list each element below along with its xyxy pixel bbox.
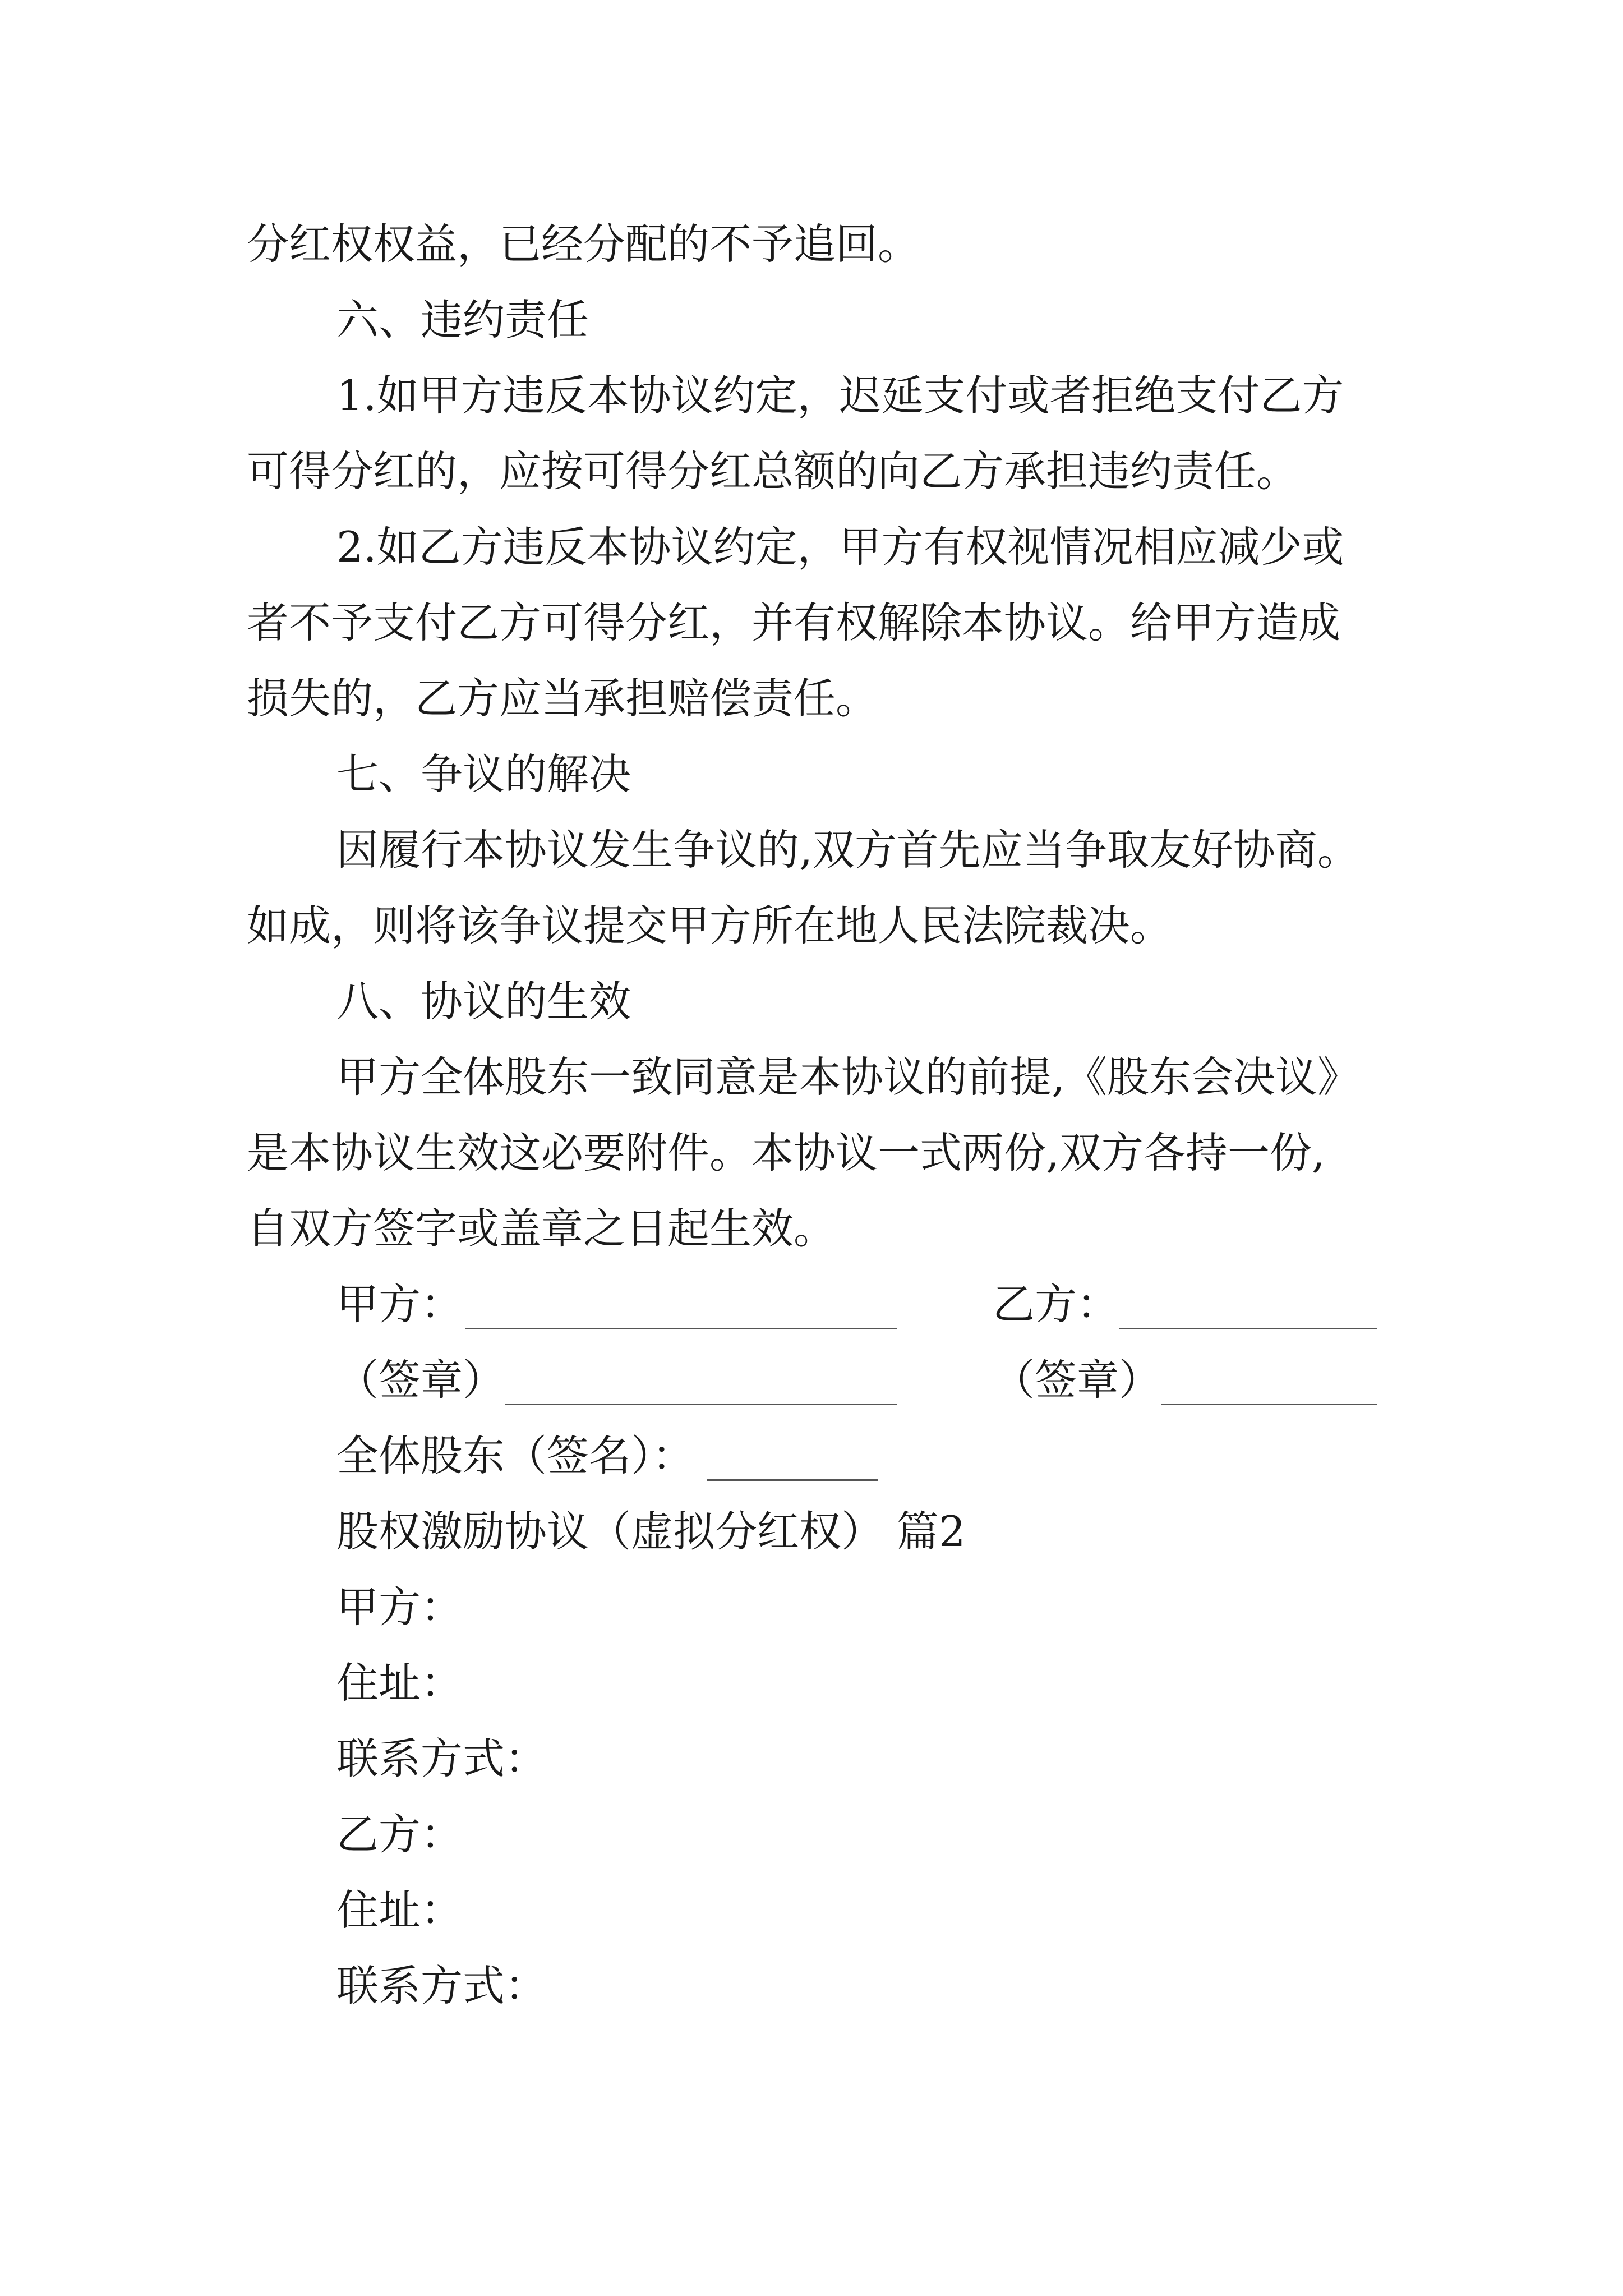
paragraph-line: 是本协议生效这必要附件。本协议一式两份,双方各持一份, — [247, 1128, 1325, 1177]
part2-field-address-b: 住址： — [336, 1885, 463, 1935]
party-b-signature-line — [1119, 1328, 1377, 1329]
section-heading-effect: 八、协议的生效 — [336, 977, 631, 1026]
paragraph-line: 损失的，乙方应当承担赔偿责任。 — [247, 674, 878, 723]
party-b-label: 乙方： — [993, 1280, 1119, 1329]
part2-field-party-a: 甲方： — [336, 1582, 463, 1632]
section-heading-breach: 六、违约责任 — [336, 295, 589, 344]
seal-a-line — [505, 1404, 897, 1405]
seal-b-line — [1161, 1404, 1377, 1405]
part2-field-address-a: 住址： — [336, 1658, 463, 1708]
paragraph-line: 如成，则将该争议提交甲方所在地人民法院裁决。 — [247, 901, 1173, 950]
paragraph-line: 者不予支付乙方可得分红，并有权解除本协议。给甲方造成 — [247, 598, 1341, 647]
seal-a-label: （签章） — [336, 1355, 505, 1405]
seal-b-label: （签章） — [993, 1355, 1161, 1405]
paragraph-line: 可得分红的，应按可得分红总额的向乙方承担违约责任。 — [247, 447, 1299, 496]
paragraph-line: 分红权权益，已经分配的不予追回。 — [247, 219, 920, 269]
paragraph-line: 2.如乙方违反本协议约定，甲方有权视情况相应减少或 — [336, 522, 1344, 572]
paragraph-line: 1.如甲方违反本协议约定，迟延支付或者拒绝支付乙方 — [336, 371, 1344, 420]
shareholders-signature-line — [707, 1479, 878, 1481]
part2-field-contact-b: 联系方式： — [336, 1961, 547, 2010]
party-a-signature-line — [465, 1328, 897, 1329]
paragraph-line: 因履行本协议发生争议的,双方首先应当争取友好协商。 — [336, 825, 1359, 875]
paragraph-line: 自双方签字或盖章之日起生效。 — [247, 1204, 836, 1253]
part2-title: 股权激励协议（虚拟分红权） 篇2 — [336, 1507, 966, 1556]
part2-field-contact-a: 联系方式： — [336, 1734, 547, 1783]
party-a-label: 甲方： — [336, 1280, 463, 1329]
section-heading-dispute: 七、争议的解决 — [336, 749, 631, 799]
part2-field-party-b: 乙方： — [336, 1810, 463, 1859]
shareholders-label: 全体股东（签名）： — [336, 1431, 694, 1480]
paragraph-line: 甲方全体股东一致同意是本协议的前提,《股东会决议》 — [336, 1052, 1359, 1102]
